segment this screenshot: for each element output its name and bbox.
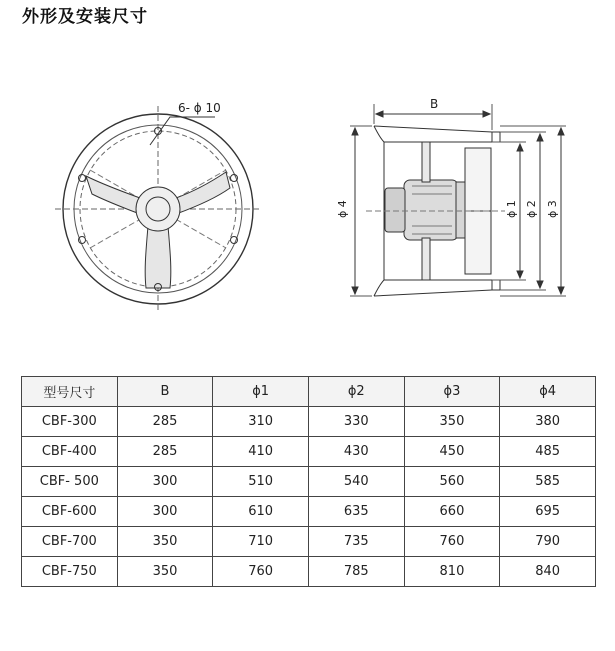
side-view (350, 104, 566, 296)
phi2-label: ϕ 2 (525, 200, 538, 218)
table-header-row (22, 377, 596, 407)
table-header-cell: ϕ3 (404, 377, 500, 407)
hole-label: 6- ϕ 10 (178, 101, 221, 115)
b-label: B (430, 97, 439, 111)
table-cell: 810 (404, 557, 500, 587)
table-cell: 635 (308, 497, 404, 527)
motor-body (404, 180, 458, 240)
table-cell: 760 (404, 527, 500, 557)
table-cell: 485 (500, 437, 596, 467)
table-cell: 285 (117, 437, 213, 467)
table-cell: 840 (500, 557, 596, 587)
table-header-cell: ϕ1 (213, 377, 309, 407)
blade-right (176, 172, 230, 214)
table-cell: 610 (213, 497, 309, 527)
table-cell: 695 (500, 497, 596, 527)
table-cell: 710 (213, 527, 309, 557)
table-cell: 410 (213, 437, 309, 467)
motor-endcap (385, 188, 405, 232)
table-cell: 510 (213, 467, 309, 497)
table-cell: 300 (117, 467, 213, 497)
blade-bottom (145, 226, 171, 288)
table-cell: 540 (308, 467, 404, 497)
table-cell: 790 (500, 527, 596, 557)
table-header-cell: ϕ2 (308, 377, 404, 407)
top-flange (374, 126, 500, 142)
table-cell: 380 (500, 407, 596, 437)
table-cell: 310 (213, 407, 309, 437)
table-cell: 350 (117, 527, 213, 557)
motor-flange (456, 182, 465, 238)
table-row (22, 557, 596, 587)
blade-left (86, 176, 140, 214)
support-bottom (422, 238, 430, 280)
table-cell: CBF-750 (22, 557, 118, 587)
table-cell: CBF-600 (22, 497, 118, 527)
table-row (22, 497, 596, 527)
table-cell: 760 (213, 557, 309, 587)
table-row (22, 467, 596, 497)
table-cell: CBF- 500 (22, 467, 118, 497)
table-cell: 350 (404, 407, 500, 437)
table-row (22, 527, 596, 557)
table-header-cell: B (117, 377, 213, 407)
table-cell: 430 (308, 437, 404, 467)
table-row (22, 407, 596, 437)
phi3-label: ϕ 3 (546, 200, 559, 218)
table-row (22, 437, 596, 467)
table-cell: CBF-400 (22, 437, 118, 467)
table-cell: 785 (308, 557, 404, 587)
table-cell: 285 (117, 407, 213, 437)
table-cell: CBF-300 (22, 407, 118, 437)
hole-leader (150, 117, 215, 145)
phi4-label: ϕ 4 (336, 200, 349, 218)
table-cell: 450 (404, 437, 500, 467)
table-header-cell: 型号尺寸 (22, 377, 118, 407)
table-cell: 660 (404, 497, 500, 527)
front-view (55, 106, 262, 312)
table-cell: 735 (308, 527, 404, 557)
table-cell: 350 (117, 557, 213, 587)
phi1-label: ϕ 1 (505, 200, 518, 218)
table-cell: 330 (308, 407, 404, 437)
hub-outer (136, 187, 180, 231)
table-cell: CBF-700 (22, 527, 118, 557)
dimensions-table (21, 376, 596, 587)
table-header-cell: ϕ4 (500, 377, 596, 407)
table-cell: 560 (404, 467, 500, 497)
table-cell: 585 (500, 467, 596, 497)
bottom-flange (374, 280, 500, 296)
page-title: 外形及安装尺寸 (22, 7, 148, 27)
table-cell: 300 (117, 497, 213, 527)
support-top (422, 142, 430, 182)
